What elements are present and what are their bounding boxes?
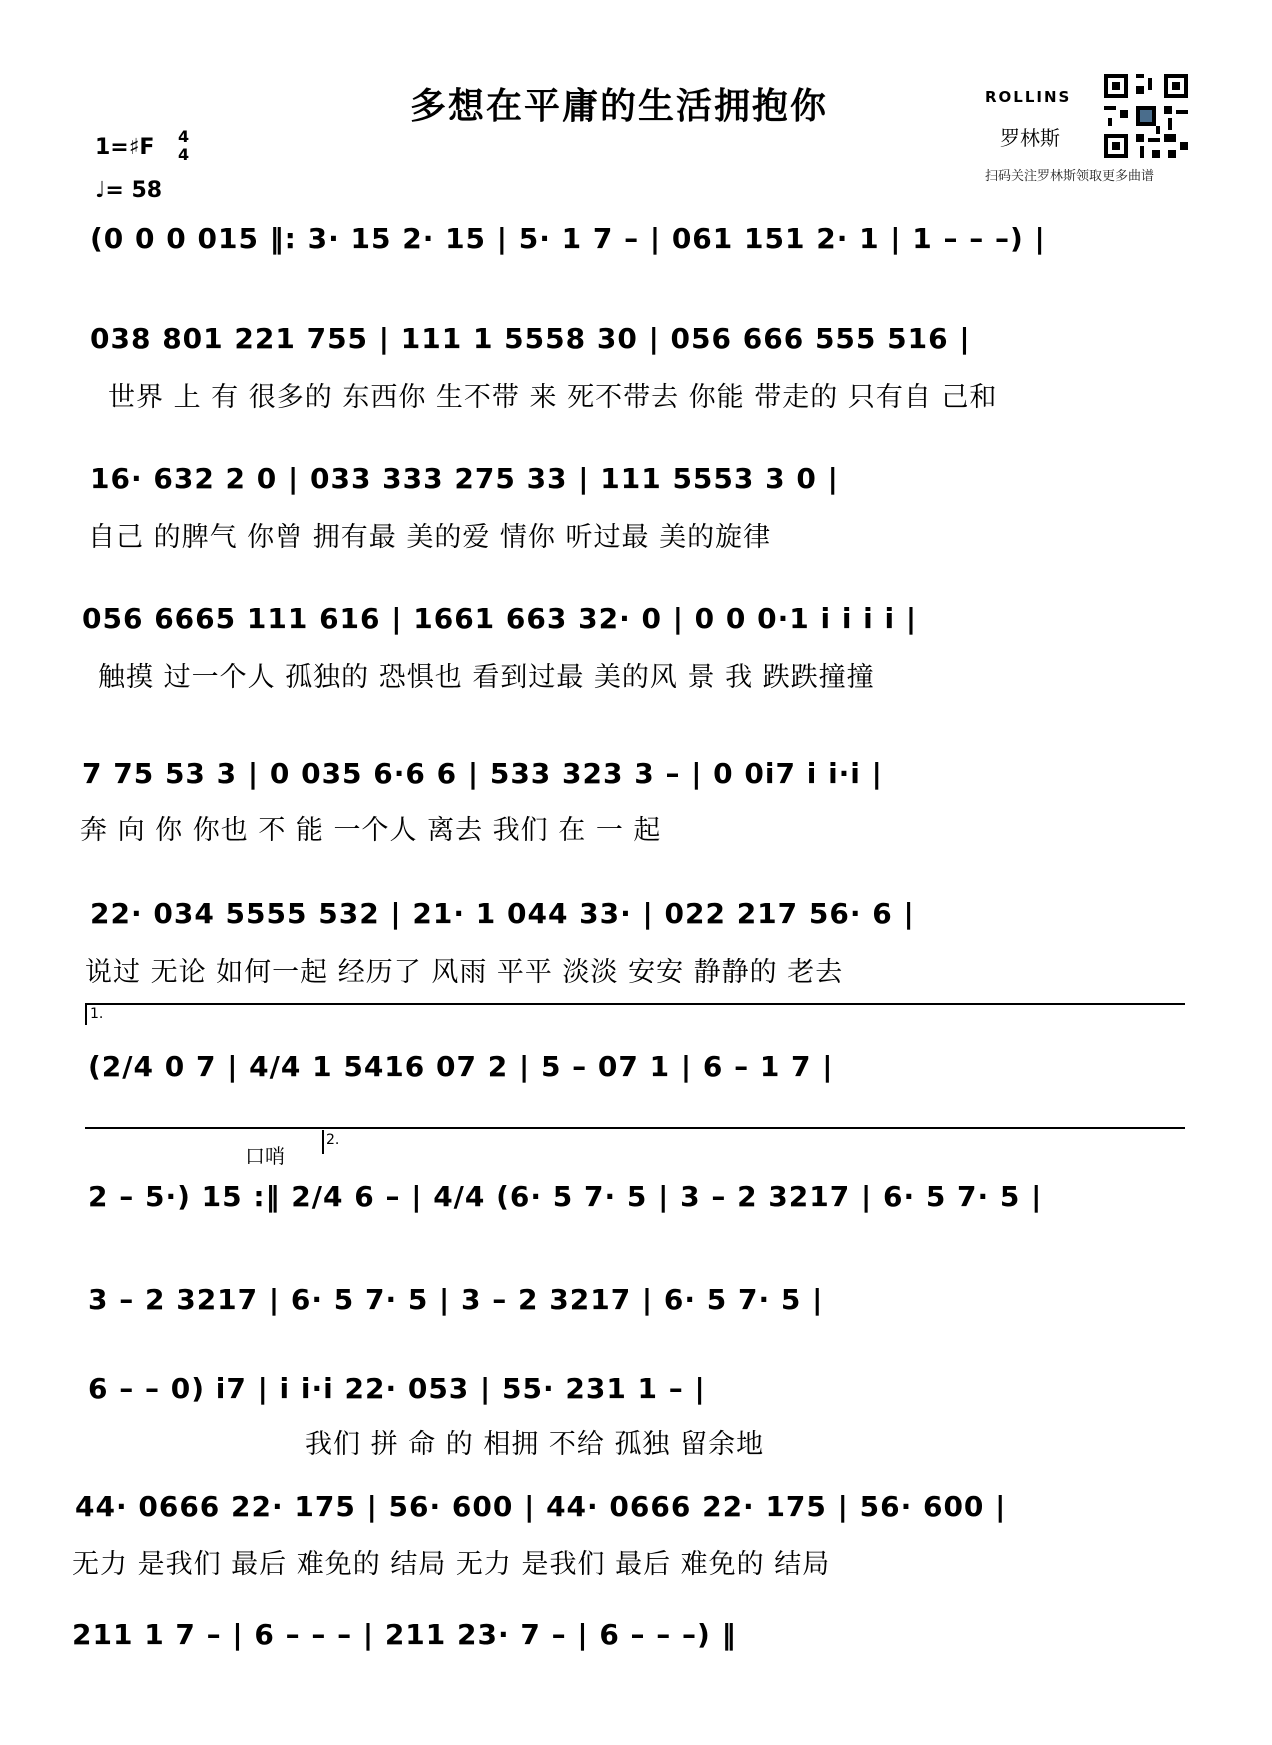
brand-logo: ROLLINS [985, 88, 1072, 106]
brand-name: 罗林斯 [1000, 126, 1060, 150]
time-signature-top: 4 [178, 127, 190, 146]
volta-1-line [85, 1003, 1185, 1005]
score-row-7-notes: (2/4 0 7 | 4/4 1 5416 07 2 | 5 – 07 1 | 6 – 1 7 | [88, 1050, 834, 1083]
score-row-3-notes: 16· 632 2 0 | 033 333 275 33 | 111 5553 3 0 | [90, 462, 839, 495]
score-row-2-lyrics: 世界 上 有 很多的 东西你 生不带 来 死不带去 你能 带走的 只有自 己和 [108, 382, 998, 413]
score-row-4-notes: 056 6665 111 616 | 1661 663 32· 0 | 0 0 0·1 i i i i | [82, 602, 918, 635]
volta-separator-line [85, 1127, 1185, 1129]
score-row-6-notes: 22· 034 5555 532 | 21· 1 044 33· | 022 217 56· 6 | [90, 897, 915, 930]
volta-1-label: 1. [90, 1006, 104, 1022]
score-row-12-notes: 211 1 7 – | 6 – – – | 211 23· 7 – | 6 – – –) ‖ [72, 1618, 737, 1651]
score-row-4-lyrics: 触摸 过一个人 孤独的 恐惧也 看到过最 美的风 景 我 跌跌撞撞 [98, 662, 875, 693]
time-signature-bottom: 4 [178, 145, 190, 164]
score-row-5-notes: 7 75 53 3 | 0 035 6·6 6 | 533 323 3 – | 0 0i7 i i·i | [82, 757, 883, 790]
song-title: 多想在平庸的生活拥抱你 [410, 86, 829, 127]
score-row-8-notes: 2 – 5·) 15 :‖ 2/4 6 – | 4/4 (6· 5 7· 5 | 3 – 2 3217 | 6· 5 7· 5 | [88, 1180, 1043, 1213]
score-row-11-lyrics: 无力 是我们 最后 难免的 结局 无力 是我们 最后 难免的 结局 [72, 1549, 831, 1580]
scan-hint: 扫码关注罗林斯领取更多曲谱 [985, 169, 1155, 184]
score-row-9-notes: 3 – 2 3217 | 6· 5 7· 5 | 3 – 2 3217 | 6· 5 7· 5 | [88, 1283, 824, 1316]
score-row-11-notes: 44· 0666 22· 175 | 56· 600 | 44· 0666 22· 175 | 56· 600 | [75, 1490, 1007, 1523]
volta-2-hook [322, 1130, 324, 1154]
score-row-1-notes: (0 0 0 015 ‖: 3· 15 2· 15 | 5· 1 7 – | 061 151 2· 1 | 1 – – –) | [90, 222, 1046, 255]
score-row-10-lyrics: 我们 拼 命 的 相拥 不给 孤独 留余地 [305, 1429, 765, 1460]
key-signature: 1=♯F [95, 135, 155, 160]
time-signature [178, 128, 189, 164]
whistle-label: 口哨 [245, 1144, 285, 1168]
score-row-6-lyrics: 说过 无论 如何一起 经历了 风雨 平平 淡淡 安安 静静的 老去 [85, 957, 844, 988]
score-row-5-lyrics: 奔 向 你 你也 不 能 一个人 离去 我们 在 一 起 [80, 815, 662, 846]
qr-code-icon[interactable] [1100, 70, 1192, 162]
score-row-2-notes: 038 801 221 755 | 111 1 5558 30 | 056 666 555 516 | [90, 322, 971, 355]
score-row-3-lyrics: 自己 的脾气 你曾 拥有最 美的爱 情你 听过最 美的旋律 [88, 522, 772, 553]
volta-1-hook [85, 1003, 87, 1025]
score-row-10-notes: 6 – – 0) i7 | i i·i 22· 053 | 55· 231 1 – | [88, 1372, 706, 1405]
tempo-marking: ♩= 58 [95, 178, 163, 203]
volta-2-label: 2. [326, 1132, 340, 1148]
